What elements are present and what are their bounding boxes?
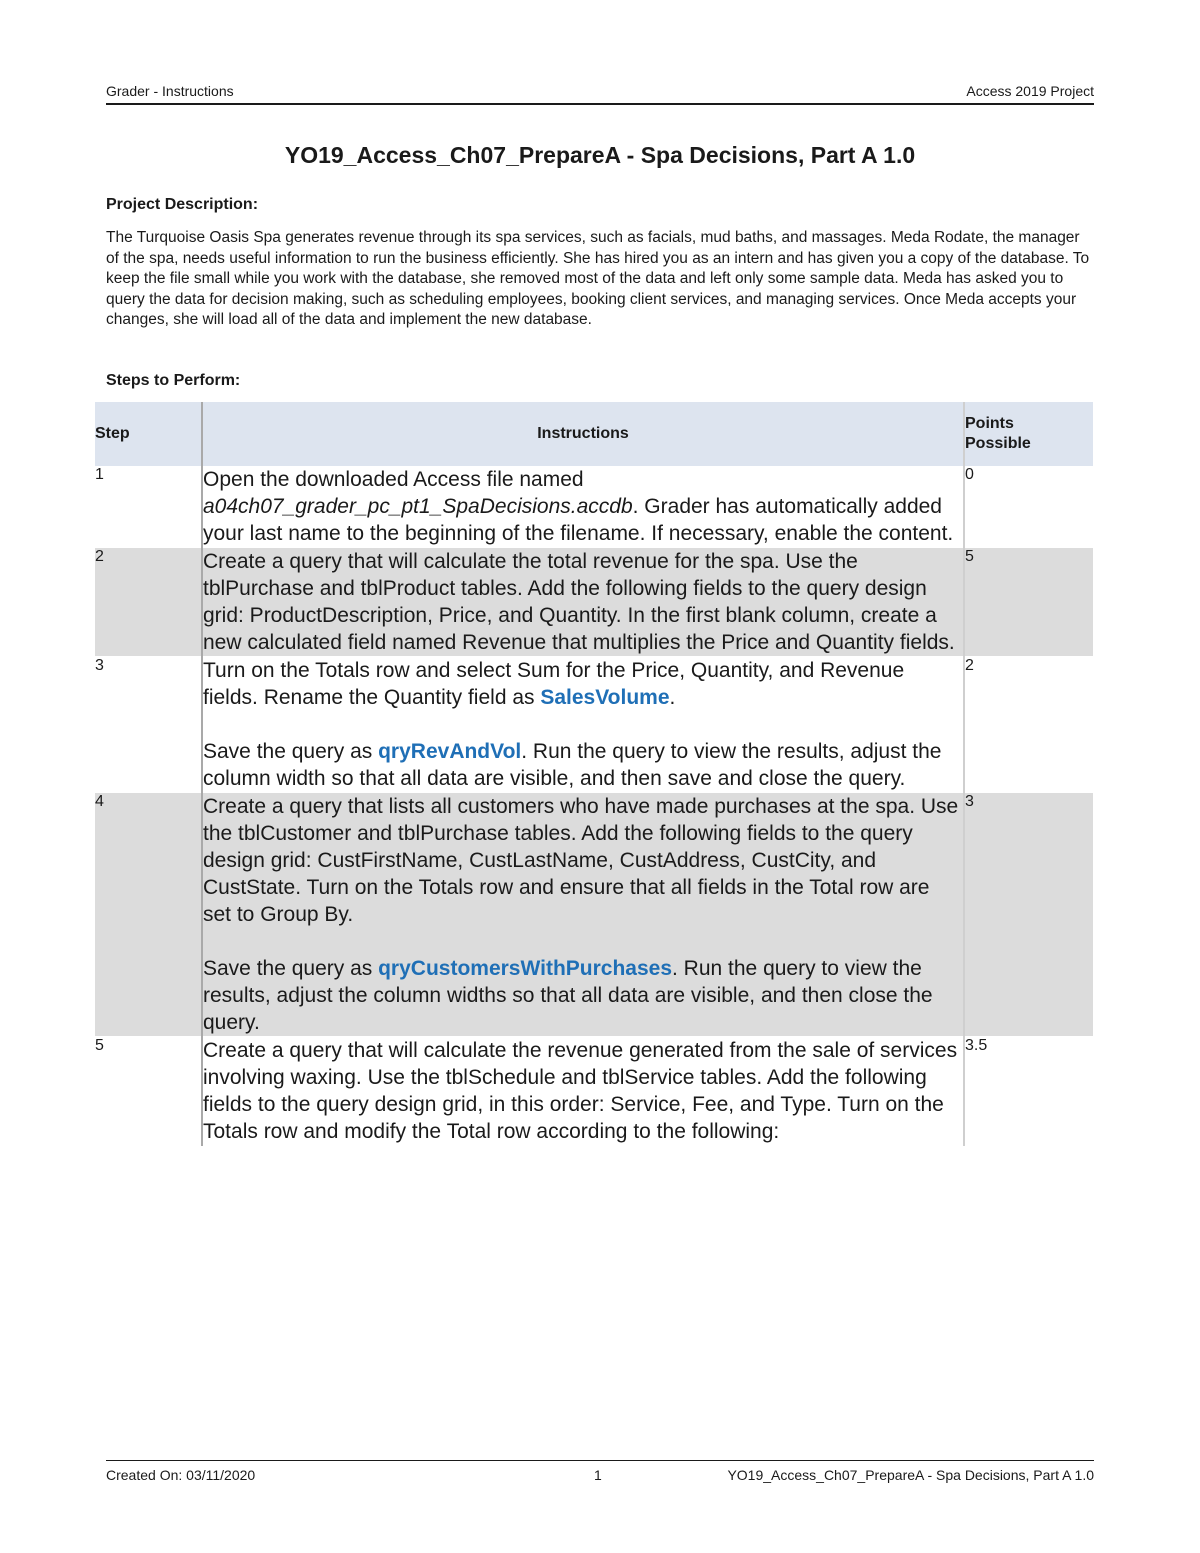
step-instructions <box>202 657 964 793</box>
instruction-text: Turn on the Totals row and select Sum for the Price, Quantity, and Revenue fields. Rename the Quantity field as <box>203 659 905 709</box>
step-instructions <box>202 466 964 548</box>
instruction-text: . <box>669 686 676 709</box>
step-number: 5 <box>95 1037 202 1146</box>
project-description-text: The Turquoise Oasis Spa generates revenue through its spa services, such as facials, mud baths, and massages. Meda Rodate, the manager of the spa, needs useful information to run the business efficiently. She has hired you as an intern and has given you a copy of the database. To keep the file small while you work with the database, she removed most of the data and left only some sample data. Meda has asked you to query the data for decision making, such as scheduling employees, booking client services, and managing services. Once Meda accepts your changes, she will load all of the data and implement the new database. <box>106 229 1090 328</box>
project-description-label: Project Description: <box>106 196 259 213</box>
step-number: 1 <box>95 466 202 548</box>
header-points-line2: Possible <box>965 435 1031 452</box>
step-instructions <box>202 1037 964 1146</box>
steps-table <box>95 402 1093 1146</box>
step-instructions <box>202 793 964 1037</box>
table-row <box>95 793 1093 1037</box>
footer-page-number: 1 <box>594 1467 602 1483</box>
instruction-text: Open the downloaded Access file named <box>203 468 584 491</box>
instruction-text: Create a query that will calculate the total revenue for the spa. Use the tblPurchase and tblProduct tables. Add the following fields to the query design grid: ProductDescription, Price, and Quantity. In the first blank column, create a new calculated field named Revenue that multiplies the Price and Quantity fields. <box>203 550 955 654</box>
footer-document-title: YO19_Access_Ch07_PrepareA - Spa Decisions, Part A 1.0 <box>727 1467 1094 1483</box>
header-left: Grader - Instructions <box>106 83 234 99</box>
header-points-line1: Points <box>965 415 1014 432</box>
header-step: Step <box>95 402 202 466</box>
table-header-row <box>95 402 1093 466</box>
step-points: 5 <box>964 548 1093 657</box>
field-name-keyword: SalesVolume <box>540 686 670 709</box>
instruction-text: Save the query as <box>203 740 379 763</box>
header-right: Access 2019 Project <box>966 83 1094 99</box>
page-header <box>106 83 1094 105</box>
query-name-keyword: qryCustomersWithPurchases <box>378 957 673 980</box>
step-instructions <box>202 548 964 657</box>
step-points: 0 <box>964 466 1093 548</box>
document-title: YO19_Access_Ch07_PrepareA - Spa Decisions, Part A 1.0 <box>284 142 916 168</box>
steps-label: Steps to Perform: <box>106 372 241 389</box>
step-points: 3 <box>964 793 1093 1037</box>
step-points: 2 <box>964 657 1093 793</box>
instruction-text: Create a query that will calculate the revenue generated from the sale of services involving waxing. Use the tblSchedule and tblService tables. Add the following fields to the query design grid, in this order: Service, Fee, and Type. Turn on the Totals row and modify the Total row according to the following: <box>203 1039 958 1143</box>
table-row <box>95 548 1093 657</box>
table-row <box>95 657 1093 793</box>
header-points <box>964 402 1093 466</box>
instruction-text: Save the query as <box>203 957 379 980</box>
header-instructions: Instructions <box>202 402 964 466</box>
instruction-text: . Run the query to view the results, adjust the column width so that all data are visible, and then save and close the query. <box>203 740 942 790</box>
table-row <box>95 466 1093 548</box>
step-points: 3.5 <box>964 1037 1093 1146</box>
file-name: a04ch07_grader_pc_pt1_SpaDecisions.accdb <box>203 495 633 518</box>
query-name-keyword: qryRevAndVol <box>378 740 522 763</box>
step-number: 2 <box>95 548 202 657</box>
footer-created-on: Created On: 03/11/2020 <box>106 1467 256 1483</box>
table-row <box>95 1037 1093 1146</box>
step-number: 3 <box>95 657 202 793</box>
step-number: 4 <box>95 793 202 1037</box>
instruction-text: . Run the query to view the results, adjust the column widths so that all data are visible, and then close the query. <box>203 957 933 1034</box>
instruction-text: . Grader has automatically added your last name to the beginning of the filename. If necessary, enable the content. <box>203 495 954 545</box>
instruction-text: Create a query that lists all customers who have made purchases at the spa. Use the tblCustomer and tblPurchase tables. Add the following fields to the query design grid: CustFirstName, CustLastName, CustAddress, CustCity, and CustState. Turn on the Totals row and ensure that all fields in the Total row are set to Group By. <box>203 795 959 926</box>
page-footer <box>106 1460 1094 1483</box>
